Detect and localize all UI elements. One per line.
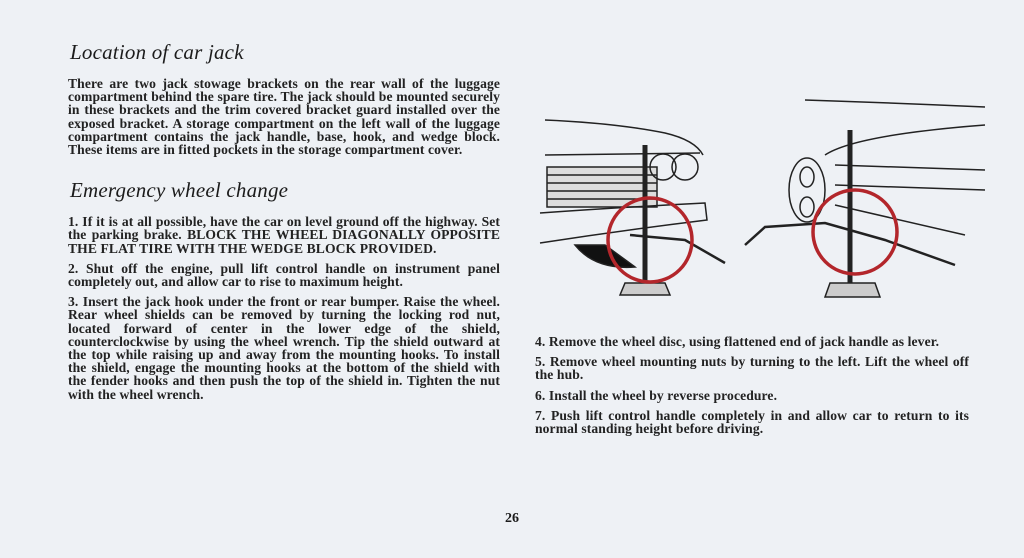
- step-1: 1. If it is at all possible, have the car on level ground off the highway. Set the parking brake. BLOCK THE WHEEL DIAGONALLY OPPOSITE THE FLAT TIRE WITH THE WEDGE BLOCK PROVIDED.: [68, 214, 500, 256]
- step-5: 5. Remove wheel mounting nuts by turning to the left. Lift the wheel off the hub.: [535, 354, 969, 383]
- step-4: 4. Remove the wheel disc, using flattened end of jack handle as lever.: [535, 334, 940, 349]
- heading-location-of-car-jack: Location of car jack: [70, 40, 244, 64]
- left-column: [68, 40, 500, 408]
- right-column: [535, 335, 969, 442]
- step-3: 3. Insert the jack hook under the front or rear bumper. Raise the wheel. Rear wheel shields can be removed by turning the locking rod nut, located forward of center in the lower edge of the shield, counterclockwise by using the wheel wrench. Tip the shield outward at the top while raising up and away from the mounting hooks. To install the shield, engage the mounting hooks at the bottom of the shield with the fender hooks and then push the top of the shield in. Tighten the nut with the wheel wrench.: [68, 294, 500, 402]
- paragraph-jack-location: There are two jack stowage brackets on the rear wall of the luggage compartment behind the spare tire. The jack should be mounted securely in these brackets and the trim covered bracket guard installed over the exposed bracket. A storage compartment on the left wall of the luggage compartment contains the jack handle, base, hook, and wedge block. These items are in fitted pockets in the storage compartment cover.: [68, 76, 500, 158]
- step-7: 7. Push lift control handle completely in and allow car to return to its normal standing height before driving.: [535, 407, 969, 437]
- heading-emergency-wheel-change: Emergency wheel change: [70, 178, 289, 203]
- front-car-drawing: [540, 120, 707, 267]
- jack-illustration: [535, 95, 995, 310]
- step-6: 6. Install the wheel by reverse procedure.: [535, 387, 778, 403]
- page-number: 26: [505, 511, 519, 526]
- step-2: 2. Shut off the engine, pull lift control handle on instrument panel completely out, and allow car to rise to maximum height.: [68, 260, 500, 290]
